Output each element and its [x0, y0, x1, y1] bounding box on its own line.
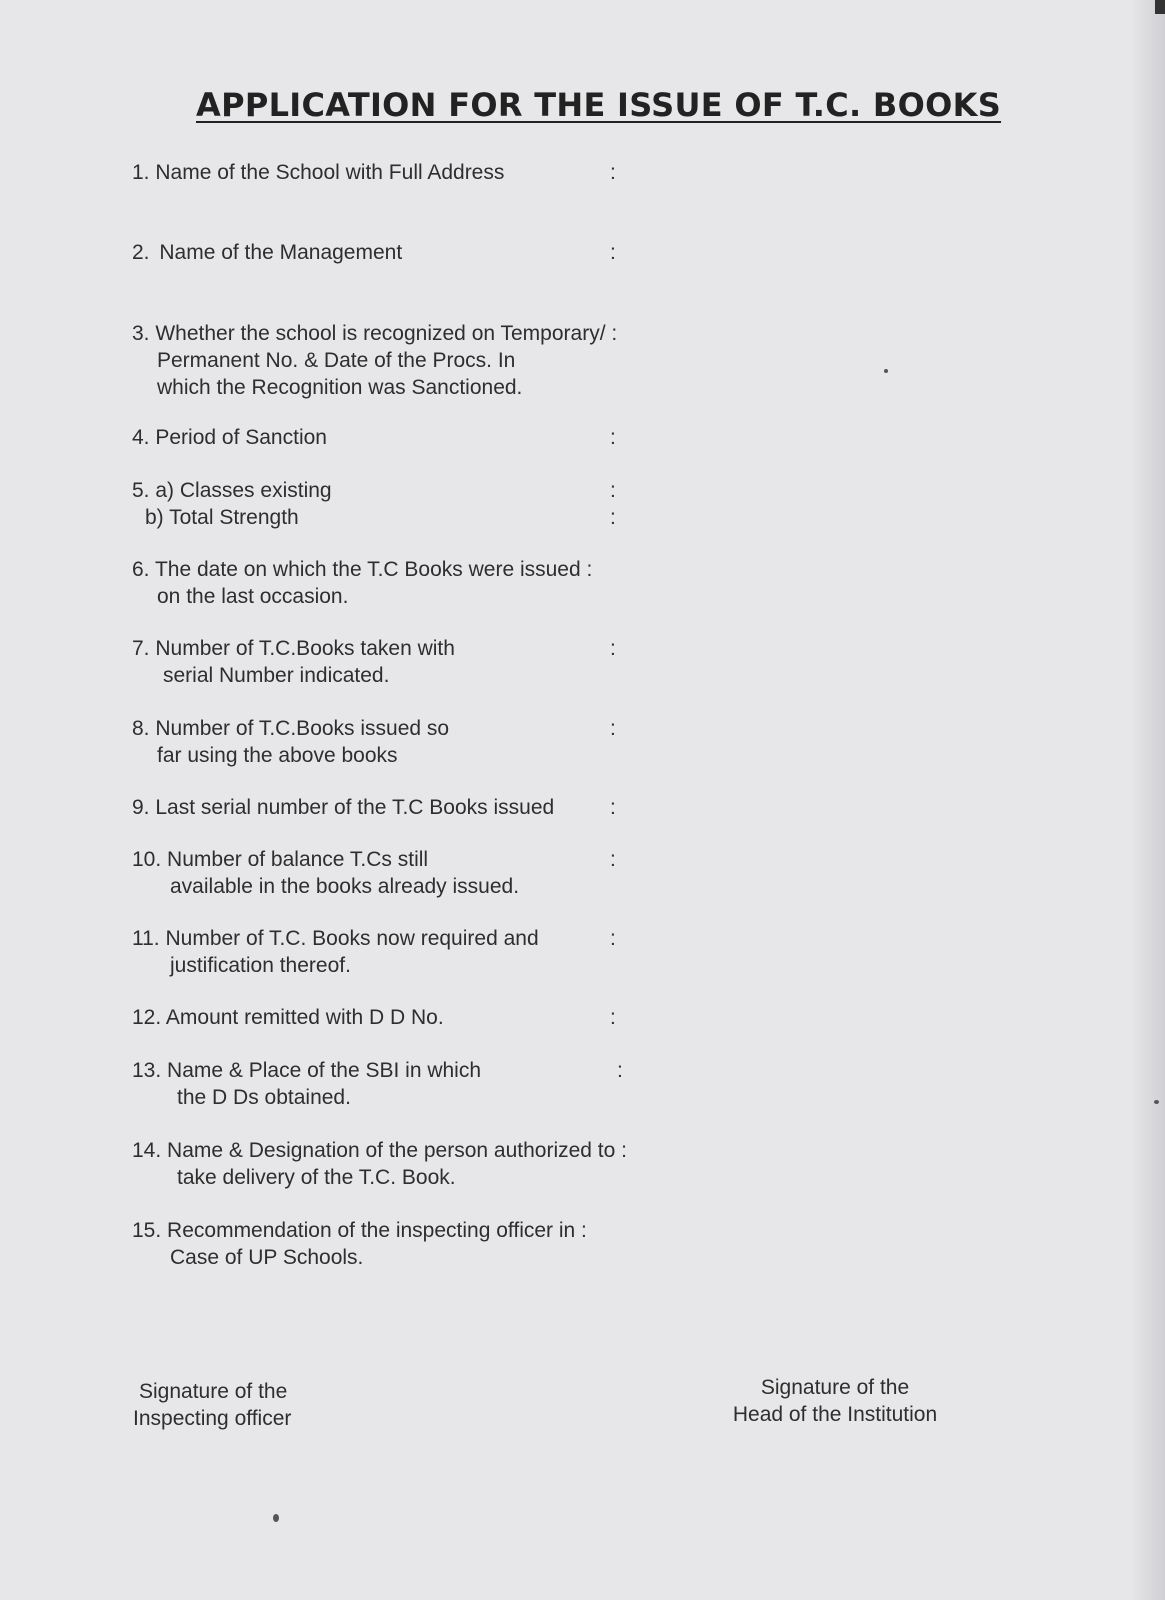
form-item-10: [132, 846, 519, 900]
form-item-12: [132, 1004, 444, 1031]
item-number: 2.: [132, 241, 150, 264]
colon-item-1: :: [610, 161, 616, 184]
item-number: 15.: [132, 1219, 162, 1242]
scan-speck: [273, 1514, 279, 1522]
form-item-4: [132, 424, 327, 451]
signature-label-line-1: Signature of the: [139, 1380, 288, 1403]
colon-item-11: :: [610, 927, 616, 950]
colon-item-12: :: [610, 1006, 616, 1029]
form-item-8: [132, 715, 449, 769]
item-text-line-2: available in the books already issued.: [170, 875, 520, 898]
item-text: Number of balance T.Cs still: [167, 848, 429, 871]
item-text-line-2: far using the above books: [157, 744, 398, 767]
item-text-line-2: the D Ds obtained.: [177, 1086, 351, 1109]
form-item-15: [132, 1217, 587, 1271]
item-text: Name of the Management: [159, 241, 403, 264]
colon-item-5b: :: [610, 506, 616, 529]
item-number: 14.: [132, 1139, 162, 1162]
item-number: 6.: [132, 558, 150, 581]
colon-item-13: :: [617, 1059, 623, 1082]
item-number: 11.: [132, 927, 160, 950]
colon-item-8: :: [610, 717, 616, 740]
item-number: 8.: [132, 717, 150, 740]
form-item-9: [132, 794, 554, 821]
item-text: Name of the School with Full Address: [155, 161, 505, 184]
signature-label-line-2: Head of the Institution: [732, 1403, 938, 1426]
scan-shadow-edge: [1131, 0, 1165, 1600]
item-number: 7.: [132, 637, 150, 660]
form-item-6: [132, 556, 592, 610]
item-text-line-3: which the Recognition was Sanctioned.: [157, 376, 523, 399]
item-text-line-2: Permanent No. & Date of the Procs. In: [157, 349, 516, 372]
colon-item-9: :: [610, 796, 616, 819]
item-text: Recommendation of the inspecting officer in :: [167, 1219, 587, 1242]
form-item-2: [132, 239, 402, 266]
form-item-1: [132, 159, 504, 186]
signature-head-of-institution: [725, 1374, 945, 1428]
form-item-5: [132, 477, 332, 531]
item-text: Amount remitted with D D No.: [165, 1006, 444, 1029]
item-number: 5.: [132, 479, 150, 502]
item-text: Number of T.C.Books issued so: [155, 717, 450, 740]
colon-item-5a: :: [610, 479, 616, 502]
item-number: 9.: [132, 796, 150, 819]
item-number: 4.: [132, 426, 150, 449]
item-text-line-2: b) Total Strength: [145, 506, 299, 529]
scan-corner-mark: [1155, 0, 1165, 14]
colon-item-4: :: [610, 426, 616, 449]
item-text: Name & Place of the SBI in which: [167, 1059, 482, 1082]
item-text: The date on which the T.C Books were issued :: [154, 558, 593, 581]
item-number: 1.: [132, 161, 150, 184]
item-text: Number of T.C.Books taken with: [155, 637, 455, 660]
form-item-13: [132, 1057, 481, 1111]
colon-item-2: :: [610, 241, 616, 264]
item-text: Period of Sanction: [155, 426, 327, 449]
scan-speck: [884, 369, 888, 373]
colon-item-7: :: [610, 637, 616, 660]
item-text-line-2: take delivery of the T.C. Book.: [177, 1166, 456, 1189]
item-number: 12.: [132, 1006, 162, 1029]
signature-label-line-2: Inspecting officer: [133, 1407, 292, 1430]
signature-inspecting-officer: [133, 1378, 292, 1432]
scan-speck: [1154, 1100, 1159, 1104]
item-text-line-2: Case of UP Schools.: [170, 1246, 364, 1269]
item-number: 13.: [132, 1059, 162, 1082]
form-item-3: [132, 320, 617, 401]
form-item-14: [132, 1137, 627, 1191]
item-text: Last serial number of the T.C Books issued: [155, 796, 555, 819]
form-item-11: [132, 925, 539, 979]
form-item-7: [132, 635, 455, 689]
item-text: Number of T.C. Books now required and: [165, 927, 539, 950]
form-title: APPLICATION FOR THE ISSUE OF T.C. BOOKS: [196, 86, 1002, 124]
item-number: 10.: [132, 848, 162, 871]
item-text: Whether the school is recognized on Temporary/ :: [155, 322, 618, 345]
item-text: a) Classes existing: [155, 479, 332, 502]
signature-label-line-1: Signature of the: [760, 1376, 910, 1399]
item-text-line-2: serial Number indicated.: [163, 664, 390, 687]
item-text: Name & Designation of the person authorized to :: [167, 1139, 627, 1162]
item-number: 3.: [132, 322, 150, 345]
colon-item-10: :: [610, 848, 616, 871]
item-text-line-2: justification thereof.: [170, 954, 351, 977]
item-text-line-2: on the last occasion.: [157, 585, 349, 608]
